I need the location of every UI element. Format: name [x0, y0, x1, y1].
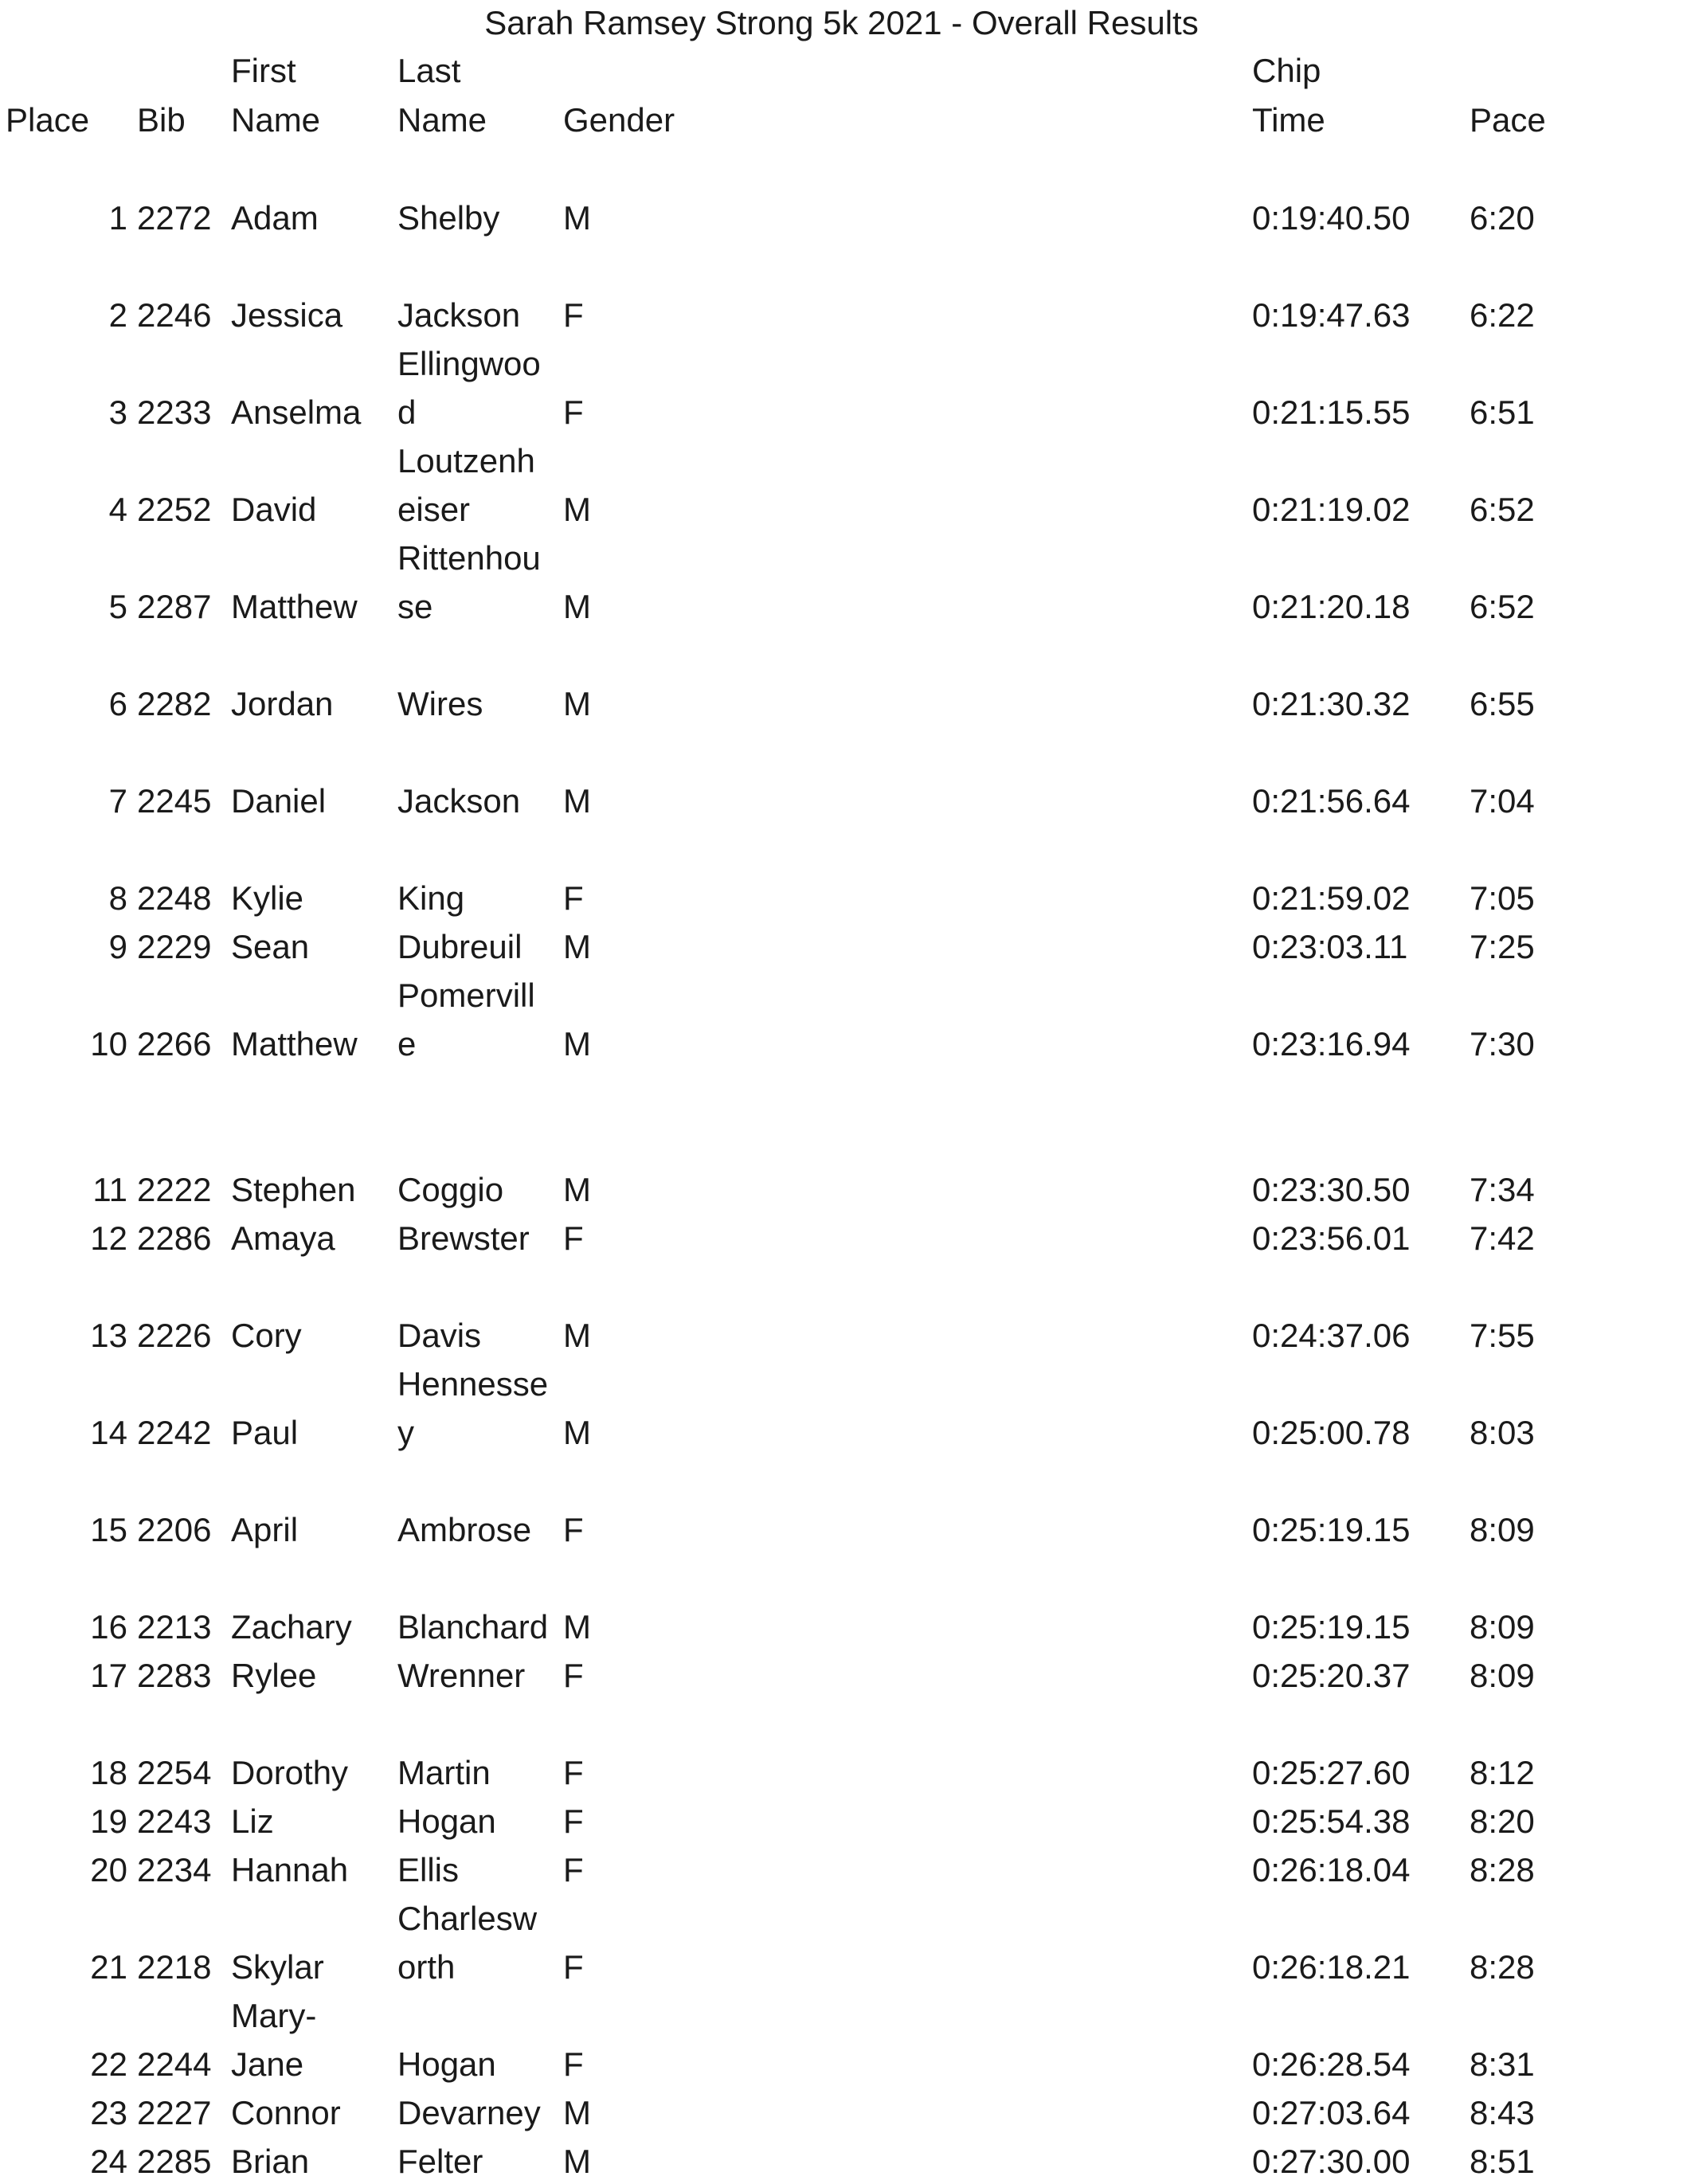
- place-cell: 12: [90, 1219, 127, 1257]
- place-cell: 11: [92, 1171, 127, 1208]
- pace-cell: 8:43: [1470, 2094, 1535, 2131]
- first-name-cell: Paul: [231, 1414, 299, 1451]
- bib-cell: 2234: [137, 1851, 212, 1888]
- first-name-cell: Stephen: [231, 1171, 356, 1208]
- first-name-cell: Hannah: [231, 1851, 349, 1888]
- gender-cell: M: [563, 2094, 591, 2131]
- pace-cell: 6:22: [1470, 296, 1535, 334]
- bib-cell: 2218: [137, 1948, 212, 1986]
- bib-cell: 2226: [137, 1317, 212, 1354]
- place-cell: 10: [90, 1025, 127, 1063]
- last-name-cell: Davis: [397, 1317, 482, 1354]
- pace-cell: 7:25: [1470, 928, 1535, 965]
- last-name-cell: Ellis: [397, 1851, 460, 1888]
- gender-cell: M: [563, 1171, 591, 1208]
- last-name-cell: Hogan: [397, 1802, 496, 1840]
- last-name-cell: eiser: [397, 491, 471, 528]
- header-last-line2: Name: [397, 101, 487, 139]
- chip-time-cell: 0:26:18.04: [1252, 1851, 1411, 1888]
- pace-cell: 8:28: [1470, 1851, 1535, 1888]
- header-gender: Gender: [563, 101, 675, 139]
- bib-cell: 2286: [137, 1219, 212, 1257]
- first-name-cell: Kylie: [231, 879, 304, 917]
- chip-time-cell: 0:26:28.54: [1252, 2045, 1411, 2083]
- first-name-cell: Connor: [231, 2094, 341, 2131]
- first-name-cell: Skylar: [231, 1948, 324, 1986]
- header-bib: Bib: [137, 101, 186, 139]
- last-name-cell: Hennesse: [397, 1365, 549, 1403]
- last-name-cell: Ambrose: [397, 1511, 532, 1548]
- first-name-cell: Amaya: [231, 1219, 335, 1257]
- gender-cell: F: [563, 1851, 584, 1888]
- last-name-cell: Dubreuil: [397, 928, 523, 965]
- chip-time-cell: 0:27:03.64: [1252, 2094, 1411, 2131]
- place-cell: 9: [108, 928, 127, 965]
- gender-cell: M: [563, 782, 591, 820]
- pace-cell: 6:52: [1470, 491, 1535, 528]
- place-cell: 8: [108, 879, 127, 917]
- last-name-cell: Wires: [397, 685, 483, 722]
- bib-cell: 2233: [137, 393, 212, 431]
- header-last-line1: Last: [397, 52, 461, 89]
- last-name-cell: Brewster: [397, 1219, 530, 1257]
- chip-time-cell: 0:21:20.18: [1252, 588, 1411, 625]
- bib-cell: 2243: [137, 1802, 212, 1840]
- first-name-cell: David: [231, 491, 317, 528]
- last-name-cell: Jackson: [397, 782, 521, 820]
- gender-cell: F: [563, 1657, 584, 1694]
- pace-cell: 8:09: [1470, 1657, 1535, 1694]
- header-first-line2: Name: [231, 101, 321, 139]
- chip-time-cell: 0:25:54.38: [1252, 1802, 1411, 1840]
- pace-cell: 8:28: [1470, 1948, 1535, 1986]
- header-chip-line1: Chip: [1252, 52, 1321, 89]
- place-cell: 17: [90, 1657, 127, 1694]
- chip-time-cell: 0:25:00.78: [1252, 1414, 1411, 1451]
- place-cell: 3: [108, 393, 127, 431]
- last-name-cell: King: [397, 879, 465, 917]
- pace-cell: 7:42: [1470, 1219, 1535, 1257]
- bib-cell: 2246: [137, 296, 212, 334]
- place-cell: 6: [108, 685, 127, 722]
- bib-cell: 2248: [137, 879, 212, 917]
- bib-cell: 2245: [137, 782, 212, 820]
- bib-cell: 2282: [137, 685, 212, 722]
- chip-time-cell: 0:25:19.15: [1252, 1511, 1411, 1548]
- chip-time-cell: 0:21:19.02: [1252, 491, 1411, 528]
- last-name-cell: e: [397, 1025, 417, 1063]
- pace-cell: 6:52: [1470, 588, 1535, 625]
- place-cell: 2: [108, 296, 127, 334]
- gender-cell: F: [563, 393, 584, 431]
- gender-cell: F: [563, 1754, 584, 1791]
- place-cell: 18: [90, 1754, 127, 1791]
- pace-cell: 7:04: [1470, 782, 1535, 820]
- last-name-cell: Loutzenh: [397, 442, 535, 479]
- pace-cell: 8:12: [1470, 1754, 1535, 1791]
- gender-cell: F: [563, 1948, 584, 1986]
- last-name-cell: Shelby: [397, 199, 500, 237]
- pace-cell: 6:20: [1470, 199, 1535, 237]
- bib-cell: 2244: [137, 2045, 212, 2083]
- chip-time-cell: 0:21:56.64: [1252, 782, 1411, 820]
- chip-time-cell: 0:25:19.15: [1252, 1608, 1411, 1646]
- bib-cell: 2213: [137, 1608, 212, 1646]
- chip-time-cell: 0:19:47.63: [1252, 296, 1411, 334]
- chip-time-cell: 0:23:56.01: [1252, 1219, 1411, 1257]
- chip-time-cell: 0:24:37.06: [1252, 1317, 1411, 1354]
- chip-time-cell: 0:23:03.11: [1252, 928, 1408, 965]
- last-name-cell: Charlesw: [397, 1900, 538, 1937]
- gender-cell: F: [563, 296, 584, 334]
- first-name-cell: Daniel: [231, 782, 327, 820]
- place-cell: 7: [108, 782, 127, 820]
- place-cell: 16: [90, 1608, 127, 1646]
- chip-time-cell: 0:21:30.32: [1252, 685, 1411, 722]
- place-cell: 15: [90, 1511, 127, 1548]
- chip-time-cell: 0:26:18.21: [1252, 1948, 1411, 1986]
- pace-cell: 6:51: [1470, 393, 1535, 431]
- gender-cell: F: [563, 2045, 584, 2083]
- first-name-cell: Liz: [231, 1802, 274, 1840]
- gender-cell: M: [563, 928, 591, 965]
- place-cell: 22: [90, 2045, 127, 2083]
- first-name-cell: Jessica: [231, 296, 343, 334]
- first-name-cell: Adam: [231, 199, 319, 237]
- place-cell: 13: [90, 1317, 127, 1354]
- chip-time-cell: 0:23:16.94: [1252, 1025, 1411, 1063]
- last-name-cell: Devarney: [397, 2094, 541, 2131]
- last-name-cell: Martin: [397, 1754, 491, 1791]
- first-name-cell: Mary-: [231, 1997, 317, 2034]
- pace-cell: 7:34: [1470, 1171, 1535, 1208]
- bib-cell: 2287: [137, 588, 212, 625]
- bib-cell: 2283: [137, 1657, 212, 1694]
- last-name-cell: orth: [397, 1948, 456, 1986]
- bib-cell: 2206: [137, 1511, 212, 1548]
- last-name-cell: se: [397, 588, 433, 625]
- bib-cell: 2229: [137, 928, 212, 965]
- gender-cell: M: [563, 199, 591, 237]
- chip-time-cell: 0:25:20.37: [1252, 1657, 1411, 1694]
- last-name-cell: Coggio: [397, 1171, 504, 1208]
- place-cell: 1: [108, 199, 127, 237]
- pace-cell: 8:03: [1470, 1414, 1535, 1451]
- gender-cell: M: [563, 1025, 591, 1063]
- last-name-cell: Felter: [397, 2143, 483, 2180]
- place-cell: 20: [90, 1851, 127, 1888]
- last-name-cell: Blanchard: [397, 1608, 549, 1646]
- first-name-cell: Cory: [231, 1317, 302, 1354]
- bib-cell: 2254: [137, 1754, 212, 1791]
- header-first-line1: First: [231, 52, 296, 89]
- place-cell: 21: [90, 1948, 127, 1986]
- first-name-cell: Jane: [231, 2045, 304, 2083]
- gender-cell: M: [563, 1317, 591, 1354]
- gender-cell: F: [563, 1511, 584, 1548]
- pace-cell: 8:09: [1470, 1608, 1535, 1646]
- gender-cell: M: [563, 685, 591, 722]
- first-name-cell: Sean: [231, 928, 310, 965]
- pace-cell: 8:20: [1470, 1802, 1535, 1840]
- bib-cell: 2242: [137, 1414, 212, 1451]
- last-name-cell: Rittenhou: [397, 539, 541, 577]
- gender-cell: M: [563, 1414, 591, 1451]
- gender-cell: F: [563, 1219, 584, 1257]
- chip-time-cell: 0:19:40.50: [1252, 199, 1411, 237]
- place-cell: 19: [90, 1802, 127, 1840]
- page-title: Sarah Ramsey Strong 5k 2021 - Overall Results: [484, 4, 1199, 41]
- bib-cell: 2222: [137, 1171, 212, 1208]
- first-name-cell: Rylee: [231, 1657, 317, 1694]
- gender-cell: M: [563, 1608, 591, 1646]
- bib-cell: 2227: [137, 2094, 212, 2131]
- gender-cell: F: [563, 1802, 584, 1840]
- bib-cell: 2252: [137, 491, 212, 528]
- place-cell: 14: [90, 1414, 127, 1451]
- first-name-cell: Anselma: [231, 393, 362, 431]
- last-name-cell: Hogan: [397, 2045, 496, 2083]
- first-name-cell: Matthew: [231, 1025, 358, 1063]
- first-name-cell: April: [231, 1511, 299, 1548]
- place-cell: 23: [90, 2094, 127, 2131]
- chip-time-cell: 0:25:27.60: [1252, 1754, 1411, 1791]
- pace-cell: 8:31: [1470, 2045, 1535, 2083]
- chip-time-cell: 0:23:30.50: [1252, 1171, 1411, 1208]
- chip-time-cell: 0:21:15.55: [1252, 393, 1411, 431]
- bib-cell: 2266: [137, 1025, 212, 1063]
- place-cell: 4: [108, 491, 127, 528]
- pace-cell: 7:30: [1470, 1025, 1535, 1063]
- pace-cell: 7:55: [1470, 1317, 1535, 1354]
- header-place: Place: [6, 101, 90, 139]
- pace-cell: 6:55: [1470, 685, 1535, 722]
- gender-cell: M: [563, 588, 591, 625]
- gender-cell: M: [563, 491, 591, 528]
- bib-cell: 2285: [137, 2143, 212, 2180]
- pace-cell: 7:05: [1470, 879, 1535, 917]
- last-name-cell: d: [397, 393, 417, 431]
- last-name-cell: Wrenner: [397, 1657, 526, 1694]
- first-name-cell: Dorothy: [231, 1754, 349, 1791]
- last-name-cell: Jackson: [397, 296, 521, 334]
- chip-time-cell: 0:21:59.02: [1252, 879, 1411, 917]
- gender-cell: F: [563, 879, 584, 917]
- pace-cell: 8:09: [1470, 1511, 1535, 1548]
- last-name-cell: y: [397, 1414, 414, 1451]
- first-name-cell: Jordan: [231, 685, 334, 722]
- header-pace: Pace: [1470, 101, 1546, 139]
- place-cell: 5: [108, 588, 127, 625]
- first-name-cell: Zachary: [231, 1608, 352, 1646]
- place-cell: 24: [90, 2143, 127, 2180]
- first-name-cell: Matthew: [231, 588, 358, 625]
- last-name-cell: Ellingwoo: [397, 345, 541, 382]
- chip-time-cell: 0:27:30.00: [1252, 2143, 1411, 2180]
- header-chip-line2: Time: [1252, 101, 1325, 139]
- first-name-cell: Brian: [231, 2143, 310, 2180]
- pace-cell: 8:51: [1470, 2143, 1535, 2180]
- gender-cell: M: [563, 2143, 591, 2180]
- last-name-cell: Pomervill: [397, 977, 535, 1014]
- bib-cell: 2272: [137, 199, 212, 237]
